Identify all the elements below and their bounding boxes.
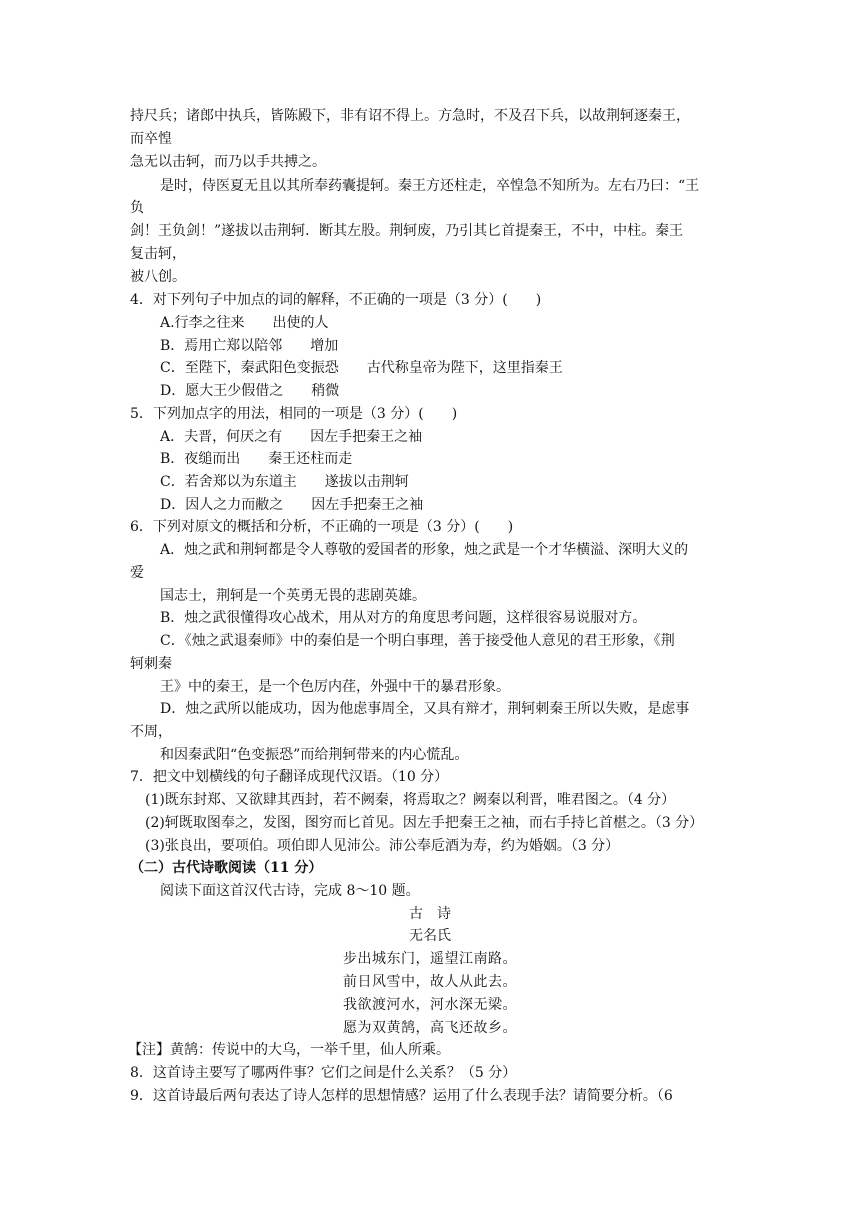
- question-4-option-c: C．至陛下，秦武阳色变振恐 古代称皇帝为陛下，这里指秦王: [160, 360, 563, 376]
- question-6-stem: 6．下列对原文的概括和分析，不正确的一项是（3 分）( ): [130, 519, 514, 535]
- passage-line-6: 剑！王负剑！”遂拔以击荆轲．断其左股。荆轲废，乃引其匕首提秦王，不中，中柱。秦王: [130, 223, 684, 239]
- question-7-stem: 7．把文中划横线的句子翻译成现代汉语。（10 分）: [130, 769, 449, 785]
- question-4-option-b: B．焉用亡郑以陪邻 增加: [160, 338, 339, 354]
- poem-note: 【注】黄鹄：传说中的大乌，一举千里，仙人所乘。: [128, 1042, 450, 1058]
- question-7-sentence-2: (2)轲既取图奉之，发图，图穷而匕首见。因左手把秦王之袖，而右手持匕首椹之。（3 分）: [145, 815, 704, 831]
- poem-title: 古 诗: [409, 906, 451, 922]
- passage-line-7: 复击轲，: [130, 246, 186, 262]
- poem-line-3: 我欲渡河水，河水深无梁。: [343, 997, 517, 1013]
- question-4-stem: 4．对下列句子中加点的词的解释，不正确的一项是（3 分）( ): [130, 292, 542, 308]
- passage-line-4: 是时，侍医夏无且以其所奉药囊提轲。秦王方还柱走，卒惶急不知所为。左右乃曰：“王: [160, 178, 700, 194]
- question-6-option-d-line-2: 不周，: [130, 724, 172, 740]
- section-heading: （二）古代诗歌阅读（11 分）: [130, 860, 323, 876]
- passage-line-2: 而卒惶: [130, 131, 172, 147]
- question-6-option-d-line-3: 和因秦武阳“色变振恐”而给荆轲带来的内心慌乱。: [160, 747, 469, 763]
- question-6-option-d-line-1: D．烛之武所以能成功，因为他虑事周全，又具有辩才，荆轲刺秦王所以失败，是虑事: [160, 701, 690, 717]
- poem-line-2: 前日风雪中，故人从此去。: [343, 974, 517, 990]
- question-9: 9．这首诗最后两句表达了诗人怎样的思想情感？运用了什么表现手法？请简要分析。（6: [130, 1088, 673, 1104]
- question-8: 8．这首诗主要写了哪两件事？它们之间是什么关系？（5 分）: [130, 1065, 517, 1081]
- question-7-sentence-3: (3)张良出，要项伯。项伯即人见沛公。沛公奉卮酒为寿，约为婚姻。（3 分）: [145, 838, 620, 854]
- question-4-option-a: A.行李之往来 出使的人: [160, 315, 329, 331]
- poem-line-1: 步出城东门，遥望江南路。: [343, 951, 517, 967]
- question-5-option-a: A．夫晋，何厌之有 因左手把秦王之袖: [160, 429, 423, 445]
- question-6-option-c-line-2: 轲刺秦: [130, 656, 172, 672]
- passage-line-5: 负: [130, 200, 144, 216]
- poem-line-4: 愿为双黄鹄，高飞还故乡。: [343, 1020, 517, 1036]
- question-6-option-a-line-1: A．烛之武和荆轲都是令人尊敬的爱国者的形象，烛之武是一个才华横溢、深明大义的: [160, 542, 689, 558]
- poem-author: 无名氏: [409, 928, 451, 944]
- passage-line-8: 被八创。: [130, 269, 186, 285]
- section-intro: 阅读下面这首汉代古诗，完成 8～10 题。: [160, 883, 420, 899]
- question-7-sentence-1: (1)既东封郑、又欲肆其西封，若不阙秦，将焉取之？阙秦以利晋，唯君图之。（4 分）: [145, 792, 676, 808]
- question-6-option-c-line-3: 王》中的秦王，是一个色厉内荏，外强中干的暴君形象。: [160, 679, 510, 695]
- question-5-option-b: B．夜缒而出 秦王还柱而走: [160, 451, 353, 467]
- question-4-option-d: D．愿大王少假借之 稍微: [160, 383, 340, 399]
- question-6-option-a-line-3: 国志士，荆轲是一个英勇无畏的悲剧英雄。: [160, 588, 426, 604]
- passage-line-3: 急无以击轲，而乃以手共搏之。: [130, 154, 326, 170]
- question-6-option-b: B．烛之武很懂得攻心战术，用从对方的角度思考问题，这样很容易说服对方。: [160, 610, 647, 626]
- question-6-option-c-line-1: C．《烛之武退秦师》中的秦伯是一个明白事理，善于接受他人意见的君王形象，《荆: [160, 633, 675, 649]
- question-6-option-a-line-2: 爱: [130, 565, 144, 581]
- question-5-option-d: D．因人之力而敝之 因左手把秦王之袖: [160, 497, 424, 513]
- question-5-stem: 5．下列加点字的用法，相同的一项是（3 分）( ): [130, 406, 458, 422]
- question-5-option-c: C．若舍郑以为东道主 遂拔以击荆轲: [160, 474, 409, 490]
- passage-line-1: 持尺兵；诸郎中执兵，皆陈殿下，非有诏不得上。方急时，不及召下兵，以故荆轲逐秦王，: [130, 108, 690, 124]
